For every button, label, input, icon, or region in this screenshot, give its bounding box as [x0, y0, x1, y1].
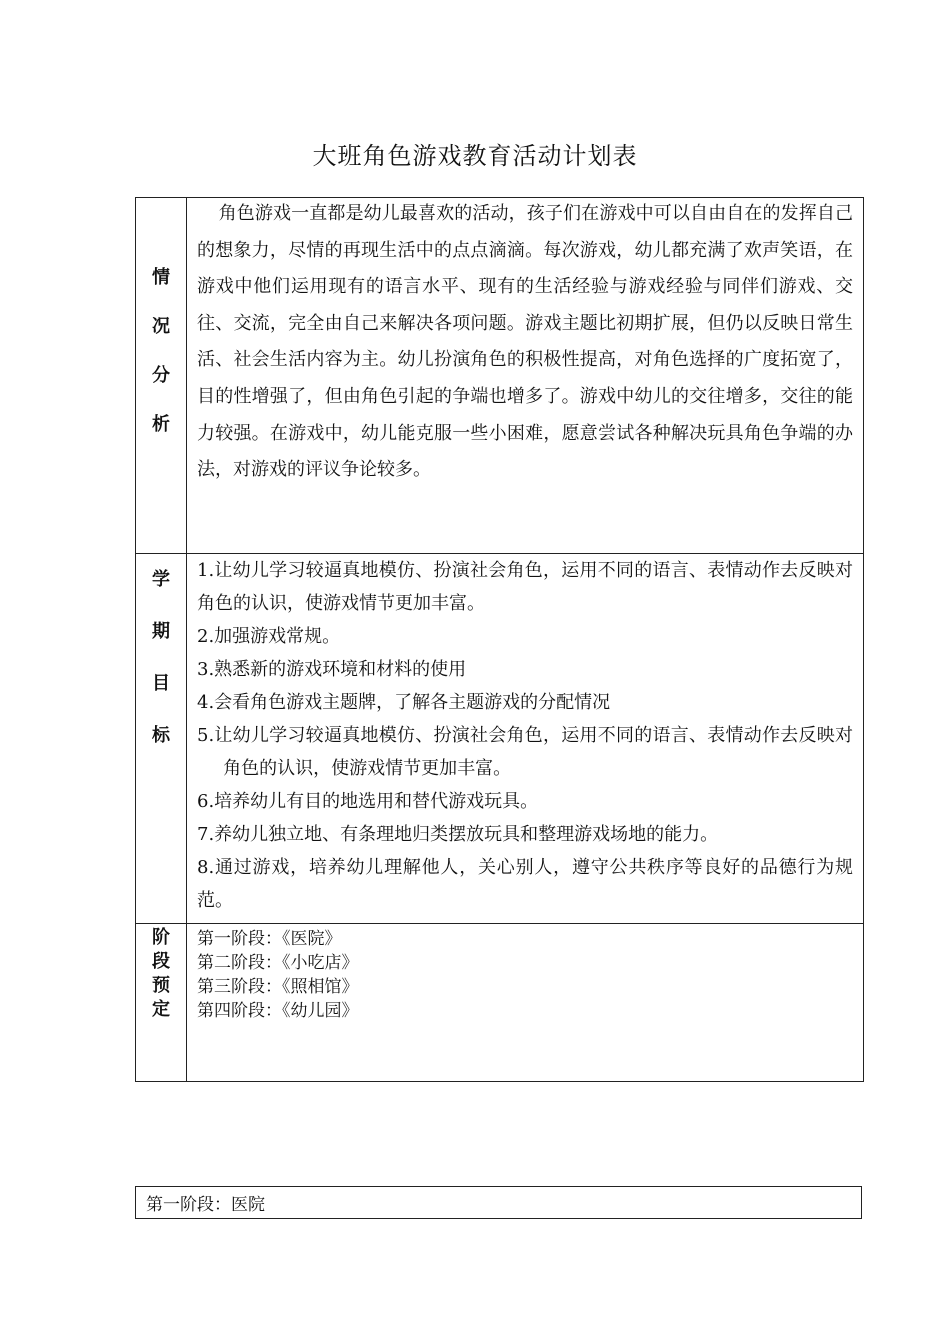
goal-item: 1.让幼儿学习较逼真地模仿、扮演社会角色，运用不同的语言、表情动作去反映对角色的认识，使游戏情节更加丰富。	[197, 560, 853, 614]
plan-table	[135, 197, 864, 1082]
goal-item: 8.通过游戏，培养幼儿理解他人，关心别人，遵守公共秩序等良好的品德行为规范。	[197, 857, 853, 911]
goal-item: 6.培养幼儿有目的地选用和替代游戏玩具。	[197, 791, 539, 812]
stages-label-char: 定	[152, 999, 170, 1020]
stages-row	[136, 924, 864, 1082]
situation-label-char: 情	[152, 267, 170, 288]
situation-label-cell	[136, 198, 187, 554]
stages-label-cell	[136, 924, 187, 1082]
goal-item: 7.养幼儿独立地、有条理地归类摆放玩具和整理游戏场地的能力。	[197, 824, 719, 845]
situation-row	[136, 198, 864, 554]
goal-item: 4.会看角色游戏主题牌，了解各主题游戏的分配情况	[197, 692, 611, 713]
situation-content-cell	[187, 198, 864, 554]
stage1-table	[135, 1186, 862, 1219]
goals-row	[136, 554, 864, 924]
goal-item: 3.熟悉新的游戏环境和材料的使用	[197, 659, 467, 680]
goal-item: 2.加强游戏常规。	[197, 626, 341, 647]
goal-item: 5.让幼儿学习较逼真地模仿、扮演社会角色，运用不同的语言、表情动作去反映对角色的认识，使游戏情节更加丰富。	[197, 725, 853, 779]
goals-label-char: 期	[152, 621, 170, 642]
situation-text: 角色游戏一直都是幼儿最喜欢的活动，孩子们在游戏中可以自由自在的发挥自己的想象力，尽情的再现生活中的点点滴滴。每次游戏，幼儿都充满了欢声笑语，在游戏中他们运用现有的语言水平、现有的生活经验与游戏经验与同伴们游戏、交往、交流，完全由自己来解决各项问题。游戏主题比初期扩展，但仍以反映日常生活、社会生活内容为主。幼儿扮演角色的积极性提高，对角色选择的广度拓宽了，目的性增强了，但由角色引起的争端也增多了。游戏中幼儿的交往增多，交往的能力较强。在游戏中，幼儿能克服一些小困难，愿意尝试各种解决玩具角色争端的办法，对游戏的评议争论较多。	[197, 203, 853, 481]
goals-label-char: 标	[152, 725, 170, 746]
goals-label-char: 学	[152, 569, 170, 590]
stage-item: 第二阶段：《小吃店》	[197, 953, 359, 973]
stage1-header-row	[136, 1187, 862, 1219]
stage-item: 第一阶段：《医院》	[197, 929, 342, 949]
goals-list	[187, 554, 863, 917]
stage-item: 第三阶段：《照相馆》	[197, 977, 359, 997]
stages-label-char: 预	[152, 975, 170, 996]
goals-label-char: 目	[152, 673, 170, 694]
stage1-header: 第一阶段：医院	[136, 1187, 862, 1219]
stage-item: 第四阶段：《幼儿园》	[197, 1001, 359, 1021]
page-title: 大班角色游戏教育活动计划表	[312, 142, 638, 170]
goals-label-cell	[136, 554, 187, 924]
stages-list	[187, 924, 863, 1023]
goals-content-cell	[187, 554, 864, 924]
situation-label-char: 析	[152, 414, 170, 435]
situation-label-char: 分	[152, 365, 170, 386]
stages-label-char: 阶	[152, 927, 170, 948]
stages-content-cell	[187, 924, 864, 1082]
stages-label-char: 段	[152, 951, 170, 972]
situation-label-char: 况	[152, 316, 170, 337]
